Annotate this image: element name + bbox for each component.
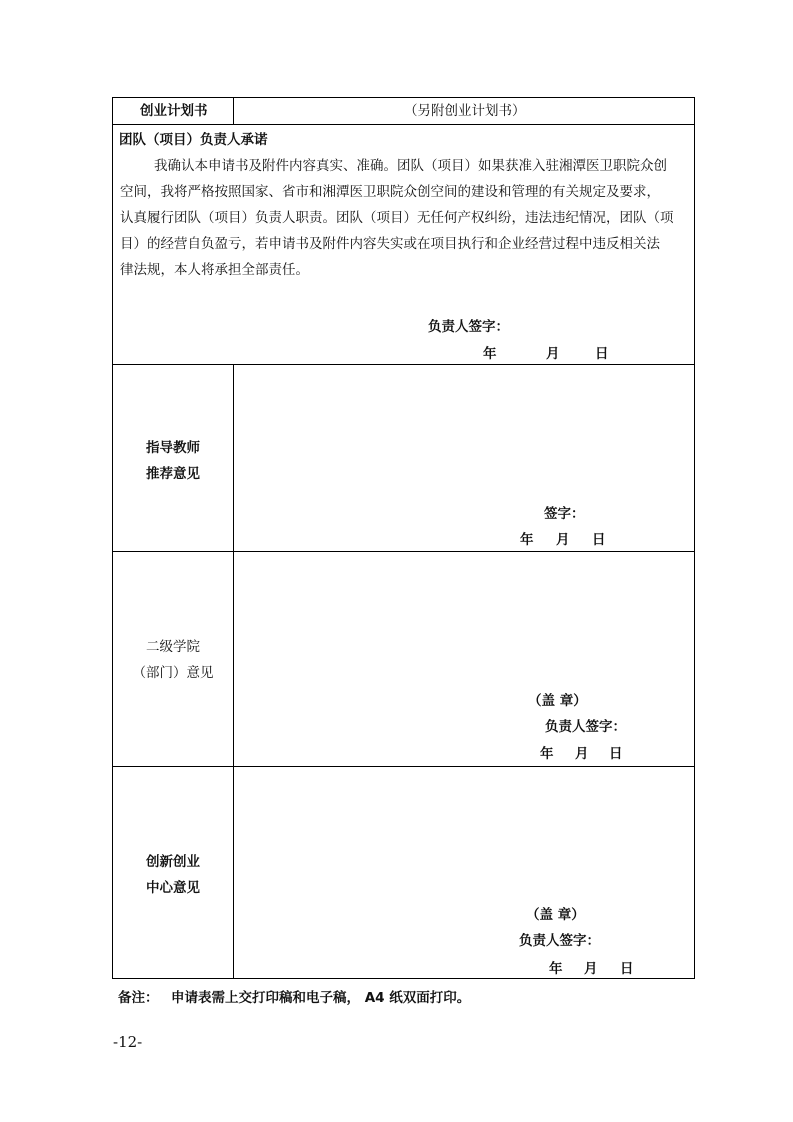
advisor-date-month: 月 xyxy=(556,532,570,548)
note-text: 申请表需上交打印稿和电子稿， A4 纸双面打印。 xyxy=(171,990,471,1006)
commitment-line: 我确认本申请书及附件内容真实、准确。团队（项目）如果获准入驻湘潭医卫职院众创 xyxy=(154,158,667,174)
college-label xyxy=(113,634,233,686)
plan-label: 创业计划书 xyxy=(140,103,208,119)
commitment-date-year: 年 xyxy=(483,346,497,362)
row-divider-2 xyxy=(112,364,695,365)
advisor-label xyxy=(113,435,233,487)
center-label-line1: 创新创业 xyxy=(146,854,200,870)
note-label: 备注： xyxy=(118,990,159,1006)
college-signature-label: 负责人签字： xyxy=(545,719,626,735)
commitment-paragraph xyxy=(120,153,690,283)
center-seal: （盖 章） xyxy=(526,907,585,923)
commitment-line: 目）的经营自负盈亏，若申请书及附件内容失实或在项目执行和企业经营过程中违反相关法 xyxy=(120,236,660,252)
table-border-left xyxy=(112,97,113,978)
commitment-heading: 团队（项目）负责人承诺 xyxy=(119,132,268,148)
commitment-date-month: 月 xyxy=(546,346,560,362)
table-border-right xyxy=(694,97,695,978)
college-date-day: 日 xyxy=(609,746,623,762)
college-date-year: 年 xyxy=(540,746,554,762)
center-label-line2: 中心意见 xyxy=(146,880,200,896)
center-label xyxy=(113,849,233,901)
commitment-date-day: 日 xyxy=(595,346,609,362)
page-number: -12- xyxy=(113,1033,143,1051)
row-divider-4 xyxy=(112,766,695,767)
advisor-date-year: 年 xyxy=(520,532,534,548)
college-seal: （盖 章） xyxy=(528,693,587,709)
center-date-day: 日 xyxy=(620,961,634,977)
college-date-month: 月 xyxy=(575,746,589,762)
column-divider-lower xyxy=(233,364,234,978)
center-signature-label: 负责人签字： xyxy=(519,933,600,949)
advisor-signature-label: 签字： xyxy=(544,506,585,522)
advisor-label-line1: 指导教师 xyxy=(146,440,200,456)
column-divider-row1 xyxy=(233,97,234,124)
commitment-signature-label: 负责人签字： xyxy=(428,319,509,335)
commitment-line: 空间，我将严格按照国家、省市和湘潭医卫职院众创空间的建设和管理的有关规定及要求， xyxy=(120,184,660,200)
commitment-line: 律法规，本人将承担全部责任。 xyxy=(120,262,309,278)
plan-content: （另附创业计划书） xyxy=(404,103,526,119)
center-date-year: 年 xyxy=(549,961,563,977)
row-divider-1 xyxy=(112,124,695,125)
commitment-line: 认真履行团队（项目）负责人职责。团队（项目）无任何产权纠纷，违法违纪情况，团队（项 xyxy=(120,210,674,226)
center-date-month: 月 xyxy=(584,961,598,977)
table-border-bottom xyxy=(112,978,695,979)
row-divider-3 xyxy=(112,551,695,552)
table-border-top xyxy=(112,97,695,98)
advisor-date-day: 日 xyxy=(592,532,606,548)
advisor-label-line2: 推荐意见 xyxy=(146,466,200,482)
college-label-line1: 二级学院 xyxy=(146,639,200,655)
college-label-line2: （部门）意见 xyxy=(132,665,214,681)
